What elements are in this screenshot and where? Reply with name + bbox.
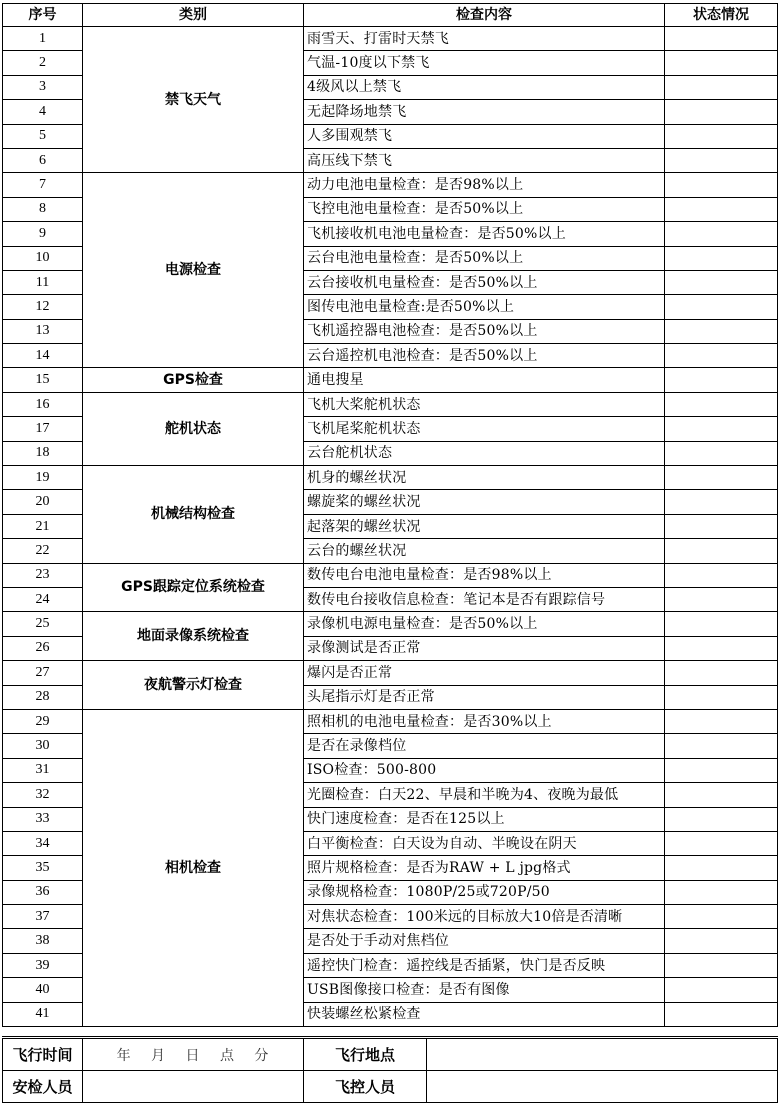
- status-cell[interactable]: [665, 417, 778, 441]
- check-item: 头尾指示灯是否正常: [304, 685, 665, 709]
- check-item: 飞机接收机电池电量检查：是否50%以上: [304, 222, 665, 246]
- row-number: 21: [3, 514, 83, 538]
- status-cell[interactable]: [665, 661, 778, 685]
- status-cell[interactable]: [665, 490, 778, 514]
- status-cell[interactable]: [665, 197, 778, 221]
- check-item: 飞机大桨舵机状态: [304, 392, 665, 416]
- check-item: 是否在录像档位: [304, 734, 665, 758]
- status-cell[interactable]: [665, 539, 778, 563]
- check-item: 起落架的螺丝状况: [304, 514, 665, 538]
- table-row: [3, 173, 778, 197]
- check-item: 爆闪是否正常: [304, 661, 665, 685]
- check-item: 遥控快门检查：遥控线是否插紧，快门是否反映: [304, 953, 665, 977]
- row-number: 19: [3, 466, 83, 490]
- checklist-table: [2, 3, 778, 1027]
- status-cell[interactable]: [665, 685, 778, 709]
- category-cell: 夜航警示灯检查: [83, 661, 304, 710]
- check-item: 录像规格检查：1080P/25或720P/50: [304, 880, 665, 904]
- inspector-field[interactable]: [83, 1071, 304, 1103]
- table-row: [3, 612, 778, 636]
- flight-location-field[interactable]: [427, 1038, 778, 1071]
- status-cell[interactable]: [665, 734, 778, 758]
- row-number: 41: [3, 1002, 83, 1026]
- check-item: 录像机电源电量检查：是否50%以上: [304, 612, 665, 636]
- row-number: 13: [3, 319, 83, 343]
- status-cell[interactable]: [665, 953, 778, 977]
- year-unit: 年: [116, 1047, 132, 1064]
- status-cell[interactable]: [665, 929, 778, 953]
- flight-time-row: [3, 1038, 778, 1071]
- row-number: 5: [3, 124, 83, 148]
- category-cell: 相机检查: [83, 709, 304, 1026]
- status-cell[interactable]: [665, 392, 778, 416]
- status-cell[interactable]: [665, 441, 778, 465]
- status-cell[interactable]: [665, 51, 778, 75]
- status-cell[interactable]: [665, 246, 778, 270]
- row-number: 30: [3, 734, 83, 758]
- row-number: 11: [3, 270, 83, 294]
- check-item: 云台的螺丝状况: [304, 539, 665, 563]
- table-row: [3, 368, 778, 392]
- row-number: 17: [3, 417, 83, 441]
- check-item: 照片规格检查：是否为RAW + L jpg格式: [304, 856, 665, 880]
- category-cell: GPS检查: [83, 368, 304, 392]
- check-item: 白平衡检查：白天设为自动、半晚设在阴天: [304, 831, 665, 855]
- check-item: USB图像接口检查：是否有图像: [304, 978, 665, 1002]
- header-status: 状态情况: [665, 4, 778, 27]
- status-cell[interactable]: [665, 148, 778, 172]
- check-item: 照相机的电池电量检查：是否30%以上: [304, 709, 665, 733]
- row-number: 7: [3, 173, 83, 197]
- row-number: 3: [3, 75, 83, 99]
- flight-time-field[interactable]: [83, 1038, 304, 1071]
- check-item: 人多围观禁飞: [304, 124, 665, 148]
- check-item: 快装螺丝松紧检查: [304, 1002, 665, 1026]
- status-cell[interactable]: [665, 905, 778, 929]
- checklist-body: [3, 27, 778, 1027]
- status-cell[interactable]: [665, 368, 778, 392]
- row-number: 20: [3, 490, 83, 514]
- day-unit: 日: [185, 1047, 201, 1064]
- check-item: 无起降场地禁飞: [304, 100, 665, 124]
- row-number: 15: [3, 368, 83, 392]
- status-cell[interactable]: [665, 100, 778, 124]
- status-cell[interactable]: [665, 514, 778, 538]
- pilot-label: 飞控人员: [304, 1071, 427, 1103]
- month-unit: 月: [151, 1047, 167, 1064]
- status-cell[interactable]: [665, 319, 778, 343]
- row-number: 8: [3, 197, 83, 221]
- status-cell[interactable]: [665, 758, 778, 782]
- check-item: 对焦状态检查：100米远的目标放大10倍是否清晰: [304, 905, 665, 929]
- status-cell[interactable]: [665, 27, 778, 51]
- hour-unit: 点: [219, 1047, 235, 1064]
- table-row: [3, 661, 778, 685]
- category-cell: GPS跟踪定位系统检查: [83, 563, 304, 612]
- status-cell[interactable]: [665, 880, 778, 904]
- row-number: 32: [3, 783, 83, 807]
- status-cell[interactable]: [665, 344, 778, 368]
- status-cell[interactable]: [665, 222, 778, 246]
- flight-location-label: 飞行地点: [304, 1038, 427, 1071]
- table-row: [3, 563, 778, 587]
- row-number: 22: [3, 539, 83, 563]
- row-number: 38: [3, 929, 83, 953]
- check-item: 通电搜星: [304, 368, 665, 392]
- check-item: 云台电池电量检查：是否50%以上: [304, 246, 665, 270]
- status-cell[interactable]: [665, 124, 778, 148]
- flight-time-label: 飞行时间: [3, 1038, 83, 1071]
- status-cell[interactable]: [665, 709, 778, 733]
- row-number: 25: [3, 612, 83, 636]
- check-item: 飞机遥控器电池检查：是否50%以上: [304, 319, 665, 343]
- row-number: 36: [3, 880, 83, 904]
- row-number: 33: [3, 807, 83, 831]
- row-number: 12: [3, 295, 83, 319]
- check-item: 雨雪天、打雷时天禁飞: [304, 27, 665, 51]
- header-category: 类别: [83, 4, 304, 27]
- row-number: 4: [3, 100, 83, 124]
- category-cell: 地面录像系统检查: [83, 612, 304, 661]
- row-number: 37: [3, 905, 83, 929]
- check-item: 录像测试是否正常: [304, 636, 665, 660]
- header-row: [3, 4, 778, 27]
- check-item: 云台舵机状态: [304, 441, 665, 465]
- row-number: 35: [3, 856, 83, 880]
- check-item: 数传电台电池电量检查：是否98%以上: [304, 563, 665, 587]
- table-row: [3, 27, 778, 51]
- check-item: 光圈检查：白天22、早晨和半晚为4、夜晚为最低: [304, 783, 665, 807]
- flight-info-table: [2, 1036, 778, 1103]
- status-cell[interactable]: [665, 173, 778, 197]
- category-cell: 机械结构检查: [83, 466, 304, 564]
- status-cell[interactable]: [665, 563, 778, 587]
- category-cell: 禁飞天气: [83, 27, 304, 173]
- status-cell[interactable]: [665, 1002, 778, 1026]
- check-item: 是否处于手动对焦档位: [304, 929, 665, 953]
- check-item: 机身的螺丝状况: [304, 466, 665, 490]
- header-content: 检查内容: [304, 4, 665, 27]
- status-cell[interactable]: [665, 295, 778, 319]
- row-number: 9: [3, 222, 83, 246]
- table-row: [3, 392, 778, 416]
- check-item: 气温-10度以下禁飞: [304, 51, 665, 75]
- category-cell: 电源检查: [83, 173, 304, 368]
- row-number: 23: [3, 563, 83, 587]
- status-cell[interactable]: [665, 75, 778, 99]
- row-number: 28: [3, 685, 83, 709]
- check-item: 图传电池电量检查:是否50%以上: [304, 295, 665, 319]
- table-row: [3, 466, 778, 490]
- check-item: 数传电台接收信息检查：笔记本是否有跟踪信号: [304, 587, 665, 611]
- row-number: 10: [3, 246, 83, 270]
- inspector-label: 安检人员: [3, 1071, 83, 1103]
- pilot-field[interactable]: [427, 1071, 778, 1103]
- row-number: 6: [3, 148, 83, 172]
- row-number: 24: [3, 587, 83, 611]
- row-number: 34: [3, 831, 83, 855]
- row-number: 2: [3, 51, 83, 75]
- row-number: 1: [3, 27, 83, 51]
- check-item: 快门速度检查：是否在125以上: [304, 807, 665, 831]
- row-number: 40: [3, 978, 83, 1002]
- status-cell[interactable]: [665, 587, 778, 611]
- check-item: 云台接收机电量检查：是否50%以上: [304, 270, 665, 294]
- status-cell[interactable]: [665, 466, 778, 490]
- status-cell[interactable]: [665, 783, 778, 807]
- row-number: 14: [3, 344, 83, 368]
- check-item: 云台遥控机电池检查：是否50%以上: [304, 344, 665, 368]
- row-number: 31: [3, 758, 83, 782]
- personnel-row: [3, 1071, 778, 1103]
- row-number: 16: [3, 392, 83, 416]
- check-item: 动力电池电量检查：是否98%以上: [304, 173, 665, 197]
- category-cell: 舵机状态: [83, 392, 304, 465]
- check-item: 飞控电池电量检查：是否50%以上: [304, 197, 665, 221]
- row-number: 18: [3, 441, 83, 465]
- status-cell[interactable]: [665, 270, 778, 294]
- status-cell[interactable]: [665, 636, 778, 660]
- check-item: 飞机尾桨舵机状态: [304, 417, 665, 441]
- minute-unit: 分: [254, 1047, 270, 1064]
- status-cell[interactable]: [665, 612, 778, 636]
- check-item: ISO检查：500-800: [304, 758, 665, 782]
- row-number: 39: [3, 953, 83, 977]
- header-number: 序号: [3, 4, 83, 27]
- check-item: 高压线下禁飞: [304, 148, 665, 172]
- row-number: 27: [3, 661, 83, 685]
- status-cell[interactable]: [665, 978, 778, 1002]
- status-cell[interactable]: [665, 831, 778, 855]
- status-cell[interactable]: [665, 807, 778, 831]
- row-number: 29: [3, 709, 83, 733]
- status-cell[interactable]: [665, 856, 778, 880]
- check-item: 螺旋桨的螺丝状况: [304, 490, 665, 514]
- table-row: [3, 709, 778, 733]
- check-item: 4级风以上禁飞: [304, 75, 665, 99]
- row-number: 26: [3, 636, 83, 660]
